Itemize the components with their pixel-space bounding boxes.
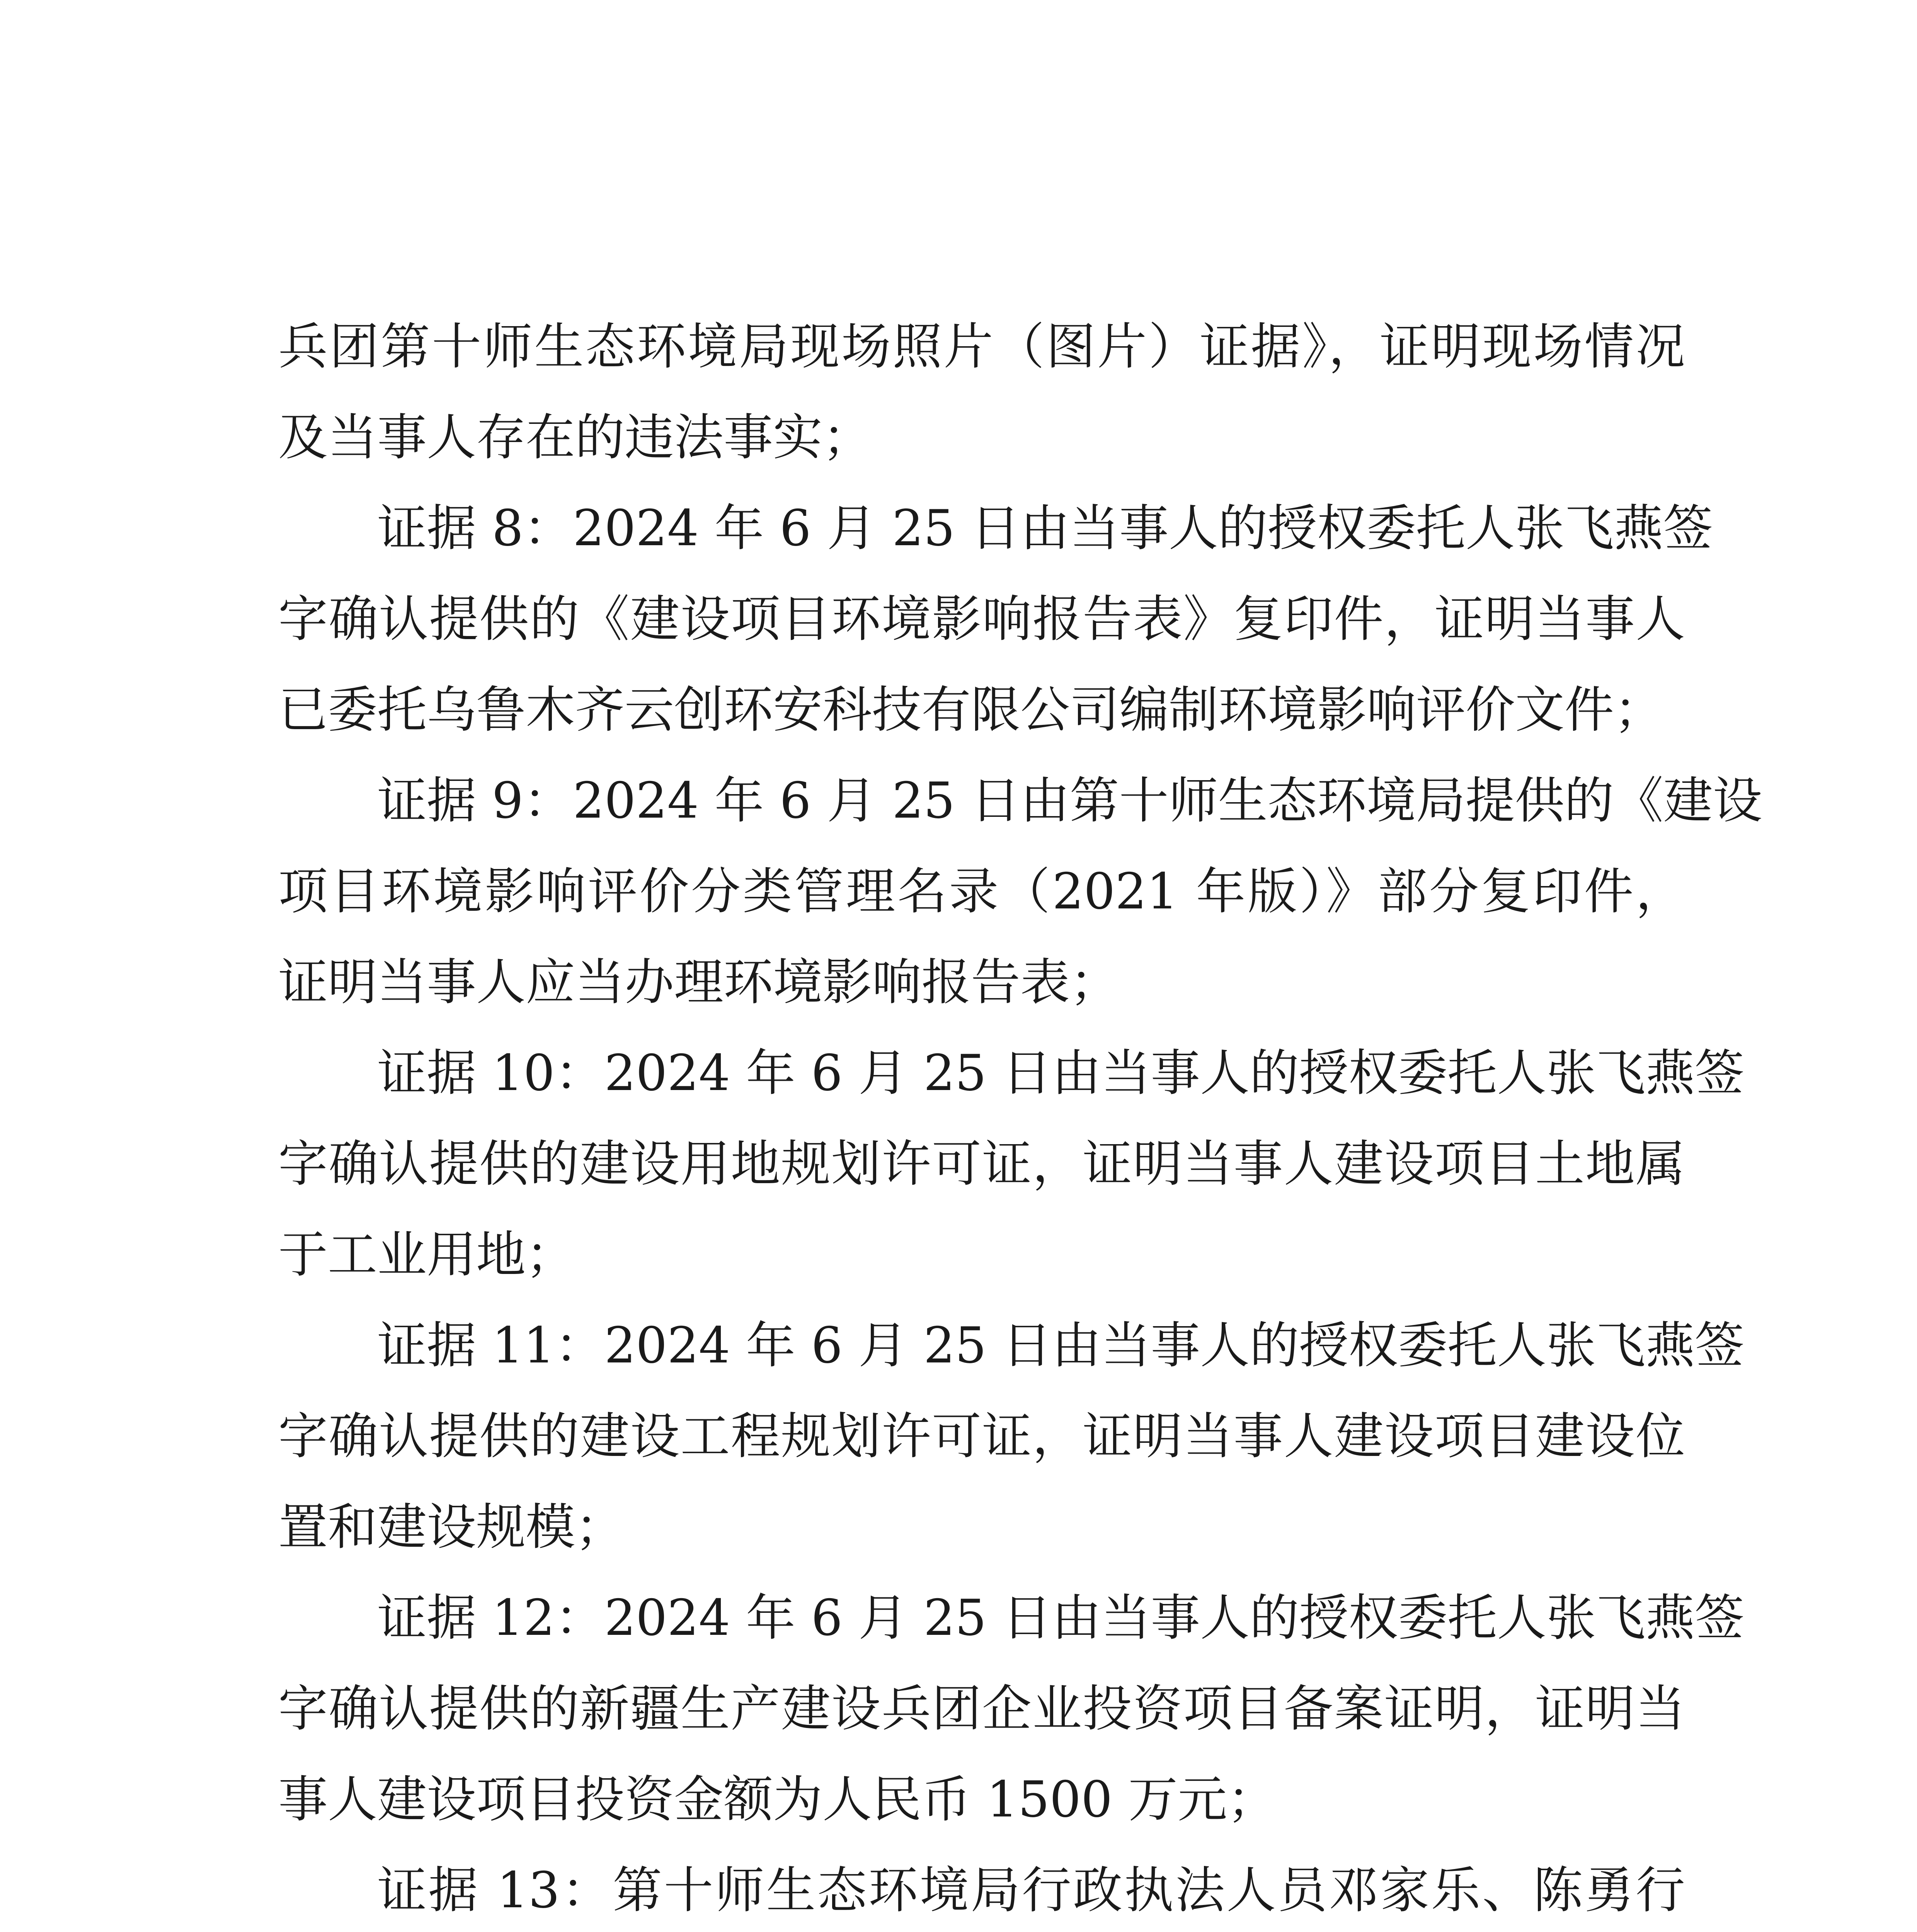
text-line: 证据 13：第十师生态环境局行政执法人员邓家乐、陈勇行	[377, 1862, 1685, 1919]
text-line: 兵团第十师生态环境局现场照片（图片）证据》，证明现场情况	[278, 318, 1685, 376]
text-line: 字确认提供的《建设项目环境影响报告表》复印件，证明当事人	[278, 590, 1685, 648]
text-line: 字确认提供的新疆生产建设兵团企业投资项目备案证明，证明当	[278, 1680, 1685, 1738]
text-line: 证据 8：2024 年 6 月 25 日由当事人的授权委托人张飞燕签	[377, 500, 1713, 557]
text-line: 置和建设规模；	[278, 1498, 625, 1556]
document-body	[278, 301, 1762, 1932]
text-line: 字确认提供的建设工程规划许可证，证明当事人建设项目建设位	[278, 1408, 1685, 1465]
text-line: 证据 10：2024 年 6 月 25 日由当事人的授权委托人张飞燕签	[377, 1044, 1745, 1102]
text-line: 证据 9：2024 年 6 月 25 日由第十师生态环境局提供的《建设	[377, 772, 1762, 830]
text-line: 于工业用地；	[278, 1226, 575, 1284]
text-line: 字确认提供的建设用地规划许可证，证明当事人建设项目土地属	[278, 1135, 1685, 1193]
text-line: 项目环境影响评价分类管理名录（2021 年版）》部分复印件，	[278, 863, 1685, 920]
text-line: 证明当事人应当办理环境影响报告表；	[278, 954, 1120, 1011]
text-line: 证据 11：2024 年 6 月 25 日由当事人的授权委托人张飞燕签	[377, 1317, 1745, 1374]
text-line: 事人建设项目投资金额为人民币 1500 万元；	[278, 1771, 1277, 1828]
text-line: 及当事人存在的违法事实；	[278, 409, 872, 466]
text-line: 证据 12：2024 年 6 月 25 日由当事人的授权委托人张飞燕签	[377, 1589, 1745, 1647]
text-line: 已委托乌鲁木齐云创环安科技有限公司编制环境影响评价文件；	[278, 681, 1664, 739]
